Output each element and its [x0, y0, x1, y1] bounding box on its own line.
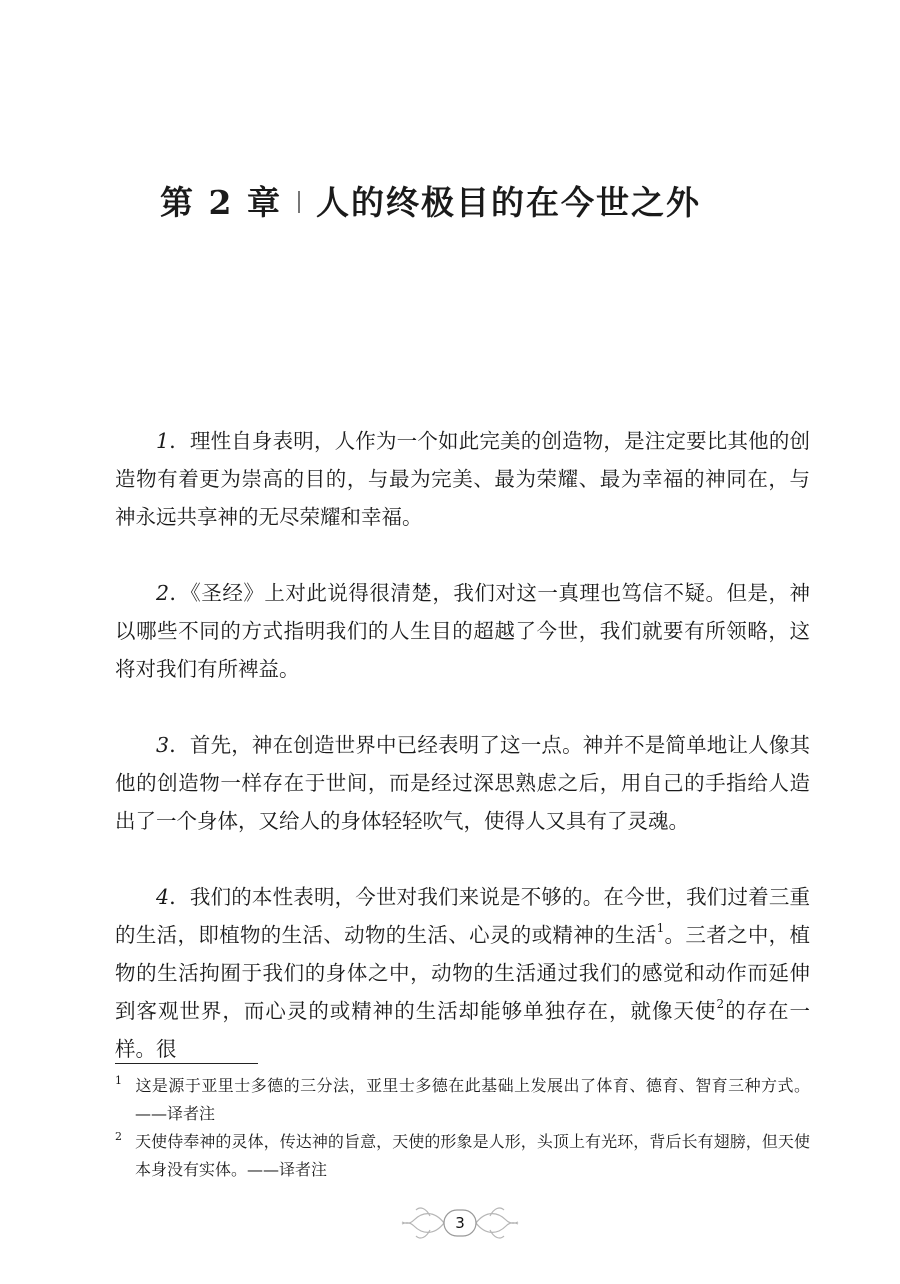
footnote-2: [115, 1128, 810, 1184]
footnote-1: [115, 1072, 810, 1128]
paragraph-number: 2: [156, 581, 170, 605]
paragraph-number: 4: [156, 885, 170, 909]
paragraph-text: 的存在一样。很: [115, 999, 811, 1061]
paragraph-number: 1: [156, 429, 170, 453]
footnote-mark: 1: [115, 1074, 122, 1087]
chapter-heading: [160, 178, 701, 228]
footnote-mark: 2: [115, 1130, 122, 1143]
footnote-ref-1[interactable]: 1: [656, 921, 665, 936]
paragraph-2: [115, 574, 810, 688]
paragraph-1: [115, 422, 810, 536]
footnotes: [115, 1072, 810, 1184]
paragraph-text: ．理性自身表明，人作为一个如此完美的创造物，是注定要比其他的创造物有着更为崇高的目的，与最为完美、最为荣耀、最为幸福的神同在，与神永远共享神的无尽荣耀和幸福。: [115, 429, 810, 529]
footnote-text: 天使侍奉神的灵体，传达神的旨意，天使的形象是人形，头顶上有光环，背后长有翅膀，但天使本身没有实体。——译者注: [135, 1132, 810, 1179]
footnote-ref-2[interactable]: 2: [716, 997, 725, 1012]
paragraph-number: 3: [156, 733, 170, 757]
body-text: [115, 422, 810, 1106]
paragraph-text: ．《圣经》上对此说得很清楚，我们对这一真理也笃信不疑。但是，神以哪些不同的方式指明我们的人生目的超越了今世，我们就要有所领略，这将对我们有所裨益。: [115, 581, 810, 681]
paragraph-text: 。三者之中，植物的生活拘囿于我们的身体之中，动物的生活通过我们的感觉和动作而延伸到客观世界，而心灵的或精神的生活却能够单独存在，就像天使: [115, 923, 811, 1023]
page-number: 3: [455, 1214, 465, 1232]
footnote-text: 这是源于亚里士多德的三分法，亚里士多德在此基础上发展出了体育、德育、智育三种方式。——译者注: [135, 1076, 810, 1123]
paragraph-3: [115, 726, 810, 840]
paragraph-text: ．首先，神在创造世界中已经表明了这一点。神并不是简单地让人像其他的创造物一样存在于世间，而是经过深思熟虑之后，用自己的手指给人造出了一个身体，又给人的身体轻轻吹气，使得人又具有了灵魂。: [115, 733, 810, 833]
footnote-divider: [115, 1063, 258, 1064]
chapter-number: 第 2 章: [160, 183, 282, 222]
chapter-separator: [298, 191, 300, 213]
paragraph-4: [115, 878, 810, 1068]
chapter-title: 人的终极目的在今世之外: [315, 183, 701, 222]
paragraph-text: ．我们的本性表明，今世对我们来说是不够的。在今世，我们过着三重的生活，即植物的生活、动物的生活、心灵的或精神的生活: [115, 885, 810, 947]
